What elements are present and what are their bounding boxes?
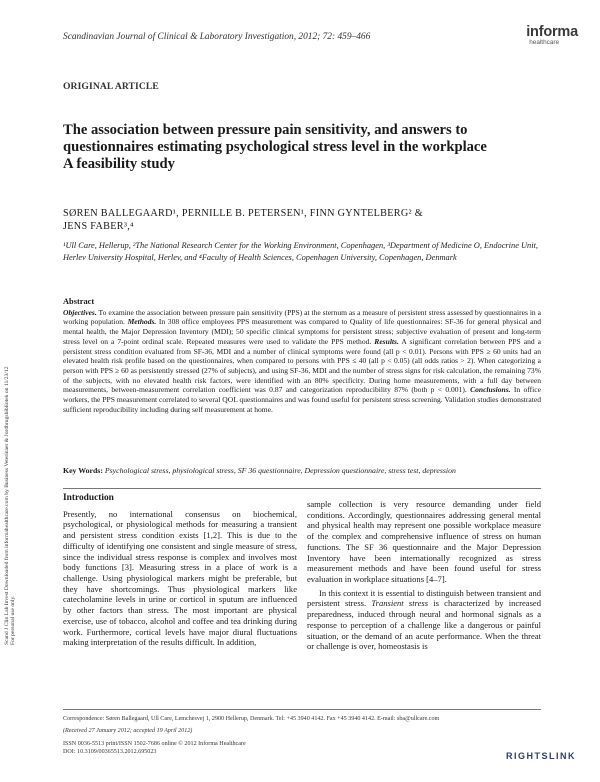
footer-divider [63, 709, 541, 710]
emphasis-term: Transient stress [371, 598, 429, 609]
keywords-label: Key Words: [63, 466, 103, 475]
journal-citation: Scandinavian Journal of Clinical & Laboratory Investigation, 2012; 72: 459–466 [63, 32, 371, 42]
article-type: ORIGINAL ARTICLE [63, 81, 159, 92]
conclusions-text: In office workers, the PPS measurement correlated to several QOL questionnaires and was found useful for persistent stress screening. Validation studies demonstrated sufficient reproducibility including during self measurement at home. [63, 385, 541, 414]
authors-line-1: SØREN BALLEGAARD¹, PERNILLE B. PETERSEN¹, FINN GYNTELBERG² & [63, 208, 423, 219]
title-line-2: questionnaires estimating psychological stress level in the workplace [63, 139, 487, 155]
body-column-right [307, 499, 541, 652]
conclusions-label: Conclusions. [470, 385, 511, 395]
doi-line: DOI: 10.3109/00365513.2012.695023 [63, 749, 157, 756]
results-text: A significant correlation between PPS and a persistent stress condition evaluated from SF-36, MDI and a number of clinical symptoms were found (all p < 0.01). Persons with PPS ≥ 60 units had an elevated health risk profile based on the questionnaires, when compared to persons with PPS ≤ 40 (all p < 0.05) (all odds ratios > 2). When categorizing a person with PPS ≥ 60 as persistently stressed (27% of subjects), and using SF-36, MDI and the number of stress signs for risk calculation, the remaining 73% of the subjects, with no elevated health risk factors, were identified with an 80% specificity. During home measurements, with a full day between measurements, between-measurement correlation coefficient was 0.87 and categorization reproducibility 87% (both p < 0.001). [63, 336, 542, 395]
affiliations: ¹Ull Care, Hellerup, ²The National Research Center for the Working Environment, Copenhagen, ³Department of Medicine O, Endocrine Unit, Herlev University Hospital, Herlev, and ⁴Faculty of Health Sciences, Copenhagen University, Copenhagen, Denmark [63, 241, 538, 262]
rightslink-logo[interactable]: RIGHTSLINK [506, 751, 576, 761]
body-column-left [63, 493, 297, 648]
publisher-name: informa [526, 24, 578, 40]
author-list [63, 207, 533, 233]
introduction-heading: Introduction [63, 493, 114, 503]
issn-line: ISSN 0036-5513 print/ISSN 1502-7686 online © 2012 Informa Healthcare [63, 740, 246, 747]
paragraph-text: In this context it is essential to distinguish between transient and persistent stress. [307, 587, 541, 609]
authors-line-2: JENS FABER³,⁴ [63, 221, 134, 232]
paragraph-text: is characterized by increased preparedness, induced through neural and hormonal signals as a response to perception of a challenge like a dangerous or painful situation, or the demand of an acute performance. When the threat or challenge is over, homeostasis is [307, 598, 541, 652]
keywords [63, 466, 541, 476]
objectives-label: Objectives. [63, 307, 97, 317]
download-watermark [4, 185, 16, 645]
correspondence: Correspondence: Søren Ballegaard, Ull Care, Lemchesvej 1, 2900 Hellerup, Denmark. Tel: +45 3940 4142. Fax +45 3940 4142. E-mail: sba@ullcare.com [63, 716, 440, 722]
article-title [63, 122, 553, 173]
received-dates: (Received 27 January 2012; accepted 19 April 2012) [63, 728, 193, 735]
abstract [63, 297, 541, 414]
objectives-text: To examine the association between pressure pain sensitivity (PPS) at the sternum as a measure of persistent stress assessed by questionnaires in a working population. [63, 307, 541, 327]
title-line-1: The association between pressure pain sensitivity, and answers to [63, 122, 468, 138]
publisher-subtitle: healthcare [529, 39, 560, 46]
title-line-3: A feasibility study [63, 156, 175, 172]
body-paragraph: sample collection is very resource demanding under field conditions. Accordingly, questionnaires addressing general mental and physical health may represent one possible workplace measure of the complex and comprehensive influence of stress on human functions. The SF 36 questionnaire and the Major Depression Inventory have been internationally recognized as stress measurement methods and have been found useful for stress evaluation in workplace situations [4–7]. [307, 499, 541, 585]
methods-text: In 308 office employees PPS measurement was compared to Quality of life questionnaires: SF-36 for general physical and mental health, the Major Depression Inventory (MDI); 50 specific clinical symptoms for persistent stress; subjective evaluation of present and long-term stress level on a 7-point ordinal scale. Repeated measures were used to validate the PPS method. [63, 317, 541, 346]
keywords-value: Psychological stress, physiological stress, SF 36 questionnaire, Depression questionnaire, stress test, depression [102, 466, 456, 475]
publisher-logo [526, 25, 578, 47]
body-paragraph [307, 588, 541, 652]
footnote-block [63, 715, 541, 757]
keywords-divider [63, 488, 541, 489]
results-label: Results. [374, 336, 399, 346]
watermark-line-1: Scand J Clin Lab Invest Downloaded from informahealthcare.com by Business Veterinaer & Jordbrugsbibliotek on 11/23/12 [4, 366, 10, 645]
abstract-body [63, 308, 541, 415]
methods-label: Methods. [127, 317, 157, 327]
abstract-heading: Abstract [63, 297, 95, 306]
watermark-line-2: For personal use only. [10, 595, 16, 645]
body-paragraph: Presently, no international consensus on biochemical, psychological, or physiological methods for measuring a transient and persistent stress condition exists [1,2]. This is due to the difficulty of identifying one consistent and single measure of stress, since the individual stress response is complex and involves most body functions [3]. Measuring stress in a place of work is a challenge. Using physiological markers might be preferable, but they have shortcomings. Thus physiological markers like catecholamine levels in urine or corticol in sputum are influenced by other factors than stress. The most important are physical exercise, use of tobacco, alcohol and coffee and tea drinking during work. Furthermore, cortical levels have major diural fluctuations making interpretation of the results difficult. In addition, [63, 508, 297, 648]
